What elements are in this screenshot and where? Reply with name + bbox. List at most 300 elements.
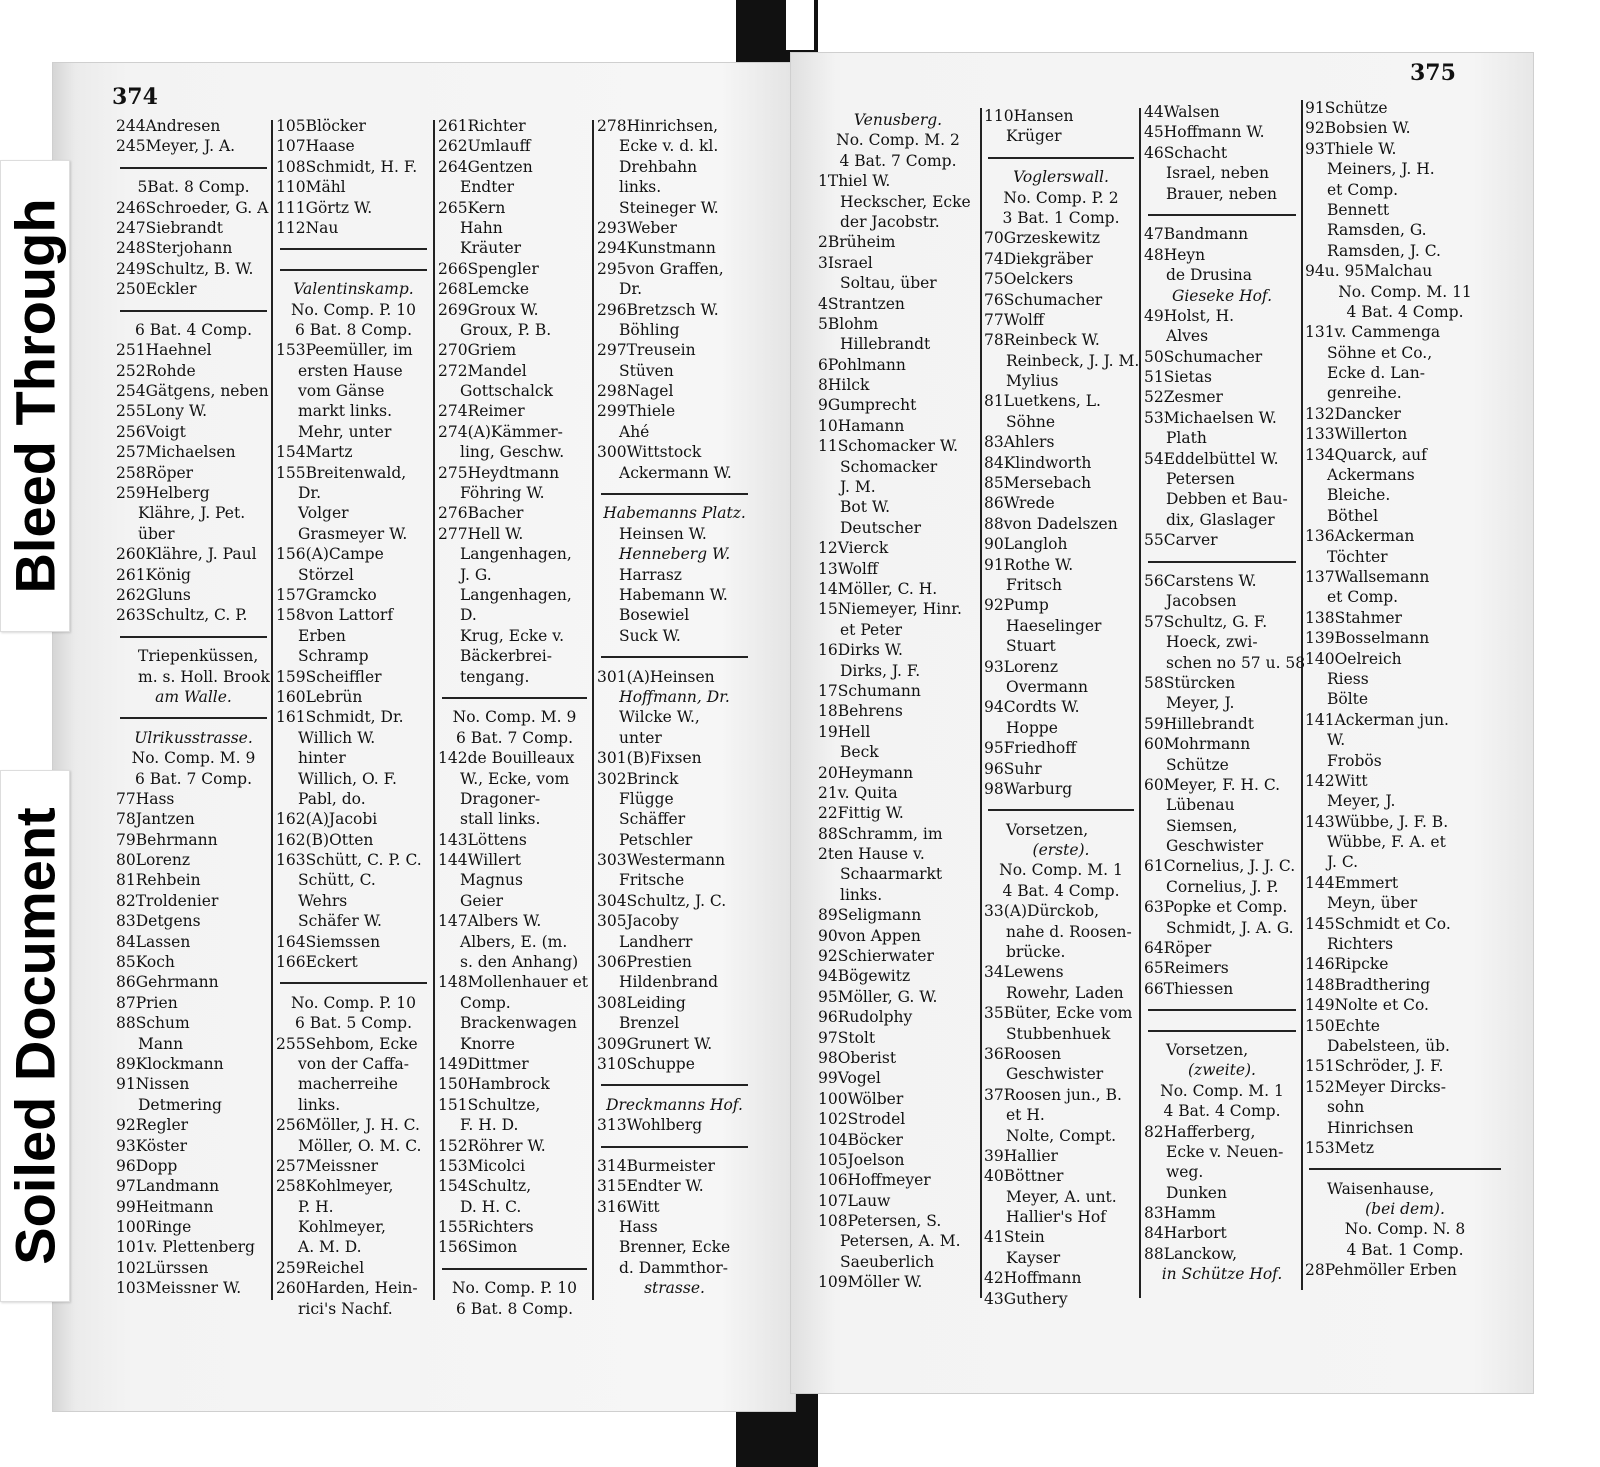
directory-line: 93Thiele W. [1305, 139, 1397, 158]
directory-line: No. Comp. P. 2 [1003, 188, 1119, 207]
directory-line: 63Popke et Comp. [1144, 898, 1288, 917]
directory-line: Hinrichsen [1327, 1118, 1414, 1137]
directory-line: 246Schroeder, G. A [116, 198, 269, 217]
directory-line: Geschwister [1006, 1065, 1104, 1084]
directory-line: Hahn [460, 218, 503, 237]
directory-line: Triepenküssen, [138, 647, 259, 666]
directory-line: 100Wölber [818, 1089, 904, 1108]
directory-line: et Comp. [1327, 180, 1399, 199]
directory-line: Störzel [298, 565, 354, 584]
directory-line: 70Grzeskewitz [984, 229, 1100, 248]
directory-line: Nolte, Compt. [1006, 1126, 1117, 1145]
directory-line: 254Gätgens, neben [116, 382, 269, 401]
directory-line: No. Comp. M. 9 [452, 708, 577, 727]
directory-line: 83Detgens [116, 912, 201, 931]
directory-line: 19Hell [818, 722, 871, 741]
directory-line: 18Behrens [818, 702, 903, 721]
directory-line: 90Langloh [984, 535, 1068, 554]
directory-line: P. H. [298, 1197, 334, 1216]
directory-line: 81Rehbein [116, 871, 201, 890]
directory-line: 148Mollenhauer et [438, 973, 588, 992]
directory-line: links. [840, 885, 883, 904]
directory-line: 52Zesmer [1144, 388, 1223, 407]
directory-line: 96Dopp [116, 1156, 178, 1175]
directory-line: 59Hillebrandt [1144, 714, 1254, 733]
directory-column-5 [818, 110, 978, 1300]
directory-line: 248Sterjohann [116, 239, 233, 258]
directory-line: Töchter [1327, 547, 1388, 566]
directory-line: Vorsetzen, [1006, 820, 1089, 839]
directory-line: Mylius [1006, 372, 1059, 391]
directory-line: 3 Bat. 1 Comp. [1002, 208, 1120, 227]
directory-line: 84Klindworth [984, 453, 1092, 472]
directory-column-6 [984, 106, 1140, 1308]
directory-line: ling, Geschw. [460, 443, 565, 462]
section-rule [276, 972, 431, 992]
directory-line: 93Lorenz [984, 657, 1059, 676]
directory-line: brücke. [1006, 943, 1066, 962]
directory-line: 6 Bat. 7 Comp. [455, 728, 574, 747]
directory-line: 110Hansen [984, 107, 1074, 125]
directory-line: 137Wallsemann [1305, 567, 1430, 586]
soiled-document-stamp [0, 770, 70, 1302]
directory-line: 43Guthery [984, 1289, 1068, 1308]
directory-line: 39Hallier [984, 1146, 1058, 1165]
directory-line: Steineger W. [619, 198, 719, 217]
directory-column-8 [1305, 98, 1505, 1288]
directory-line: No. Comp. P. 10 [451, 1279, 577, 1298]
directory-line: 150Hambrock [438, 1075, 550, 1094]
section-rule [597, 646, 752, 666]
directory-line: 54Eddelbüttel W. [1144, 449, 1279, 468]
directory-line: 96Suhr [984, 759, 1042, 778]
directory-line: 156Simon [438, 1238, 518, 1257]
directory-line: 266Spengler [438, 259, 539, 278]
directory-line: 151Schröder, J. F. [1305, 1057, 1444, 1076]
section-rule [597, 1074, 752, 1094]
directory-line: Mann [138, 1034, 184, 1053]
directory-line: Wilcke W., [619, 708, 700, 727]
directory-line: No. Comp. M. 1 [1160, 1081, 1284, 1100]
directory-line: Waisenhause, [1327, 1179, 1435, 1198]
directory-line: J. C. [1327, 853, 1359, 872]
section-rule [1144, 204, 1300, 224]
directory-line: Comp. [460, 993, 511, 1012]
directory-line: 308Leiding [597, 993, 686, 1012]
directory-line: Habemanns Platz. [603, 504, 746, 523]
directory-line: A. M. D. [298, 1238, 362, 1257]
directory-line: m. s. Holl. Brook [138, 667, 270, 686]
directory-line: (erste). [1032, 841, 1090, 860]
directory-column-3 [438, 116, 591, 1318]
directory-line: 99Heitmann [116, 1197, 214, 1216]
directory-line: 309Grunert W. [597, 1034, 713, 1053]
directory-line: Hoppe [1006, 718, 1058, 737]
directory-line: 88Schramm, im [818, 824, 943, 843]
directory-line: Saeuberlich [840, 1252, 935, 1271]
directory-line: 51Sietas [1144, 368, 1212, 387]
directory-line: (bei dem). [1365, 1200, 1445, 1219]
directory-line: 250Eckler [116, 280, 197, 299]
directory-line: 78Reinbeck W. [984, 331, 1100, 350]
directory-line: strasse. [644, 1279, 705, 1298]
directory-line: 161Schmidt, Dr. [276, 708, 404, 727]
directory-line: Ahé [619, 422, 650, 441]
directory-line: Detmering [138, 1095, 222, 1114]
directory-line: 4 Bat. 4 Comp. [1163, 1102, 1281, 1121]
directory-line: 78Jantzen [116, 810, 195, 829]
directory-line: tengang. [460, 667, 530, 686]
directory-line: Plath [1166, 429, 1207, 448]
directory-line: macherreihe [298, 1075, 398, 1094]
directory-line: 260Klähre, J. Paul [116, 545, 257, 564]
directory-line: 21v. Quita [818, 783, 898, 802]
column-separator [980, 108, 982, 1298]
directory-line: 150Echte [1305, 1016, 1380, 1035]
directory-line: Dr. [619, 280, 643, 299]
directory-line: Israel, neben [1166, 164, 1269, 183]
directory-line: 275Heydtmann [438, 463, 560, 482]
directory-line: Dr. [298, 484, 322, 503]
column-separator [271, 120, 273, 1300]
directory-line: 315Endter W. [597, 1177, 704, 1196]
directory-line: 159Scheiffler [276, 667, 382, 686]
directory-line: 5Bat. 8 Comp. [137, 178, 250, 197]
directory-line: Pabl, do. [298, 789, 366, 808]
directory-line: 86Gehrmann [116, 973, 219, 992]
directory-line: Bölte [1327, 690, 1369, 709]
directory-line: Rowehr, Laden [1006, 983, 1124, 1002]
directory-line: 299Thiele [597, 402, 676, 421]
directory-line: d. Dammthor- [619, 1258, 729, 1277]
directory-line: Knorre [460, 1034, 515, 1053]
directory-line: 79Behrmann [116, 830, 218, 849]
directory-line: Gieseke Hof. [1171, 286, 1273, 305]
directory-line: 77Wolff [984, 310, 1044, 329]
directory-line: 303Westermann [597, 851, 726, 870]
directory-line: Haeselinger [1006, 616, 1102, 635]
directory-line: 134Quarck, auf [1305, 445, 1427, 464]
directory-line: 3Israel [818, 253, 873, 272]
directory-line: schen no 57 u. 58 [1166, 653, 1306, 672]
directory-line: 139Bosselmann [1305, 629, 1430, 648]
directory-line: 256Voigt [116, 422, 186, 441]
directory-line: 89Klockmann [116, 1054, 224, 1073]
directory-line: No. Comp. M. 1 [999, 861, 1123, 880]
directory-line: Heckscher, Ecke [840, 192, 971, 211]
directory-line: 92Bobsien W. [1305, 119, 1411, 138]
section-rule [1144, 551, 1300, 571]
directory-column-7 [1144, 102, 1306, 1292]
directory-line: Kayser [1006, 1248, 1061, 1267]
directory-line: 269Groux W. [438, 300, 539, 319]
directory-line: 149Dittmer [438, 1054, 529, 1073]
directory-line: 6 Bat. 5 Comp. [294, 1014, 413, 1033]
directory-line: Meyn, über [1327, 894, 1418, 913]
directory-line: Schomacker [840, 457, 938, 476]
directory-line: 85Mersebach [984, 474, 1092, 493]
column-separator [1139, 108, 1141, 1298]
directory-line: weg. [1166, 1163, 1204, 1182]
directory-line: 144Willert [438, 851, 521, 870]
directory-line: 98Oberist [818, 1048, 897, 1067]
section-rule [597, 483, 752, 503]
directory-line: 6 Bat. 8 Comp. [294, 320, 413, 339]
directory-line: 92Regler [116, 1116, 189, 1135]
directory-line: 298Nagel [597, 382, 674, 401]
directory-line: 104Böcker [818, 1130, 903, 1149]
directory-line: 164Siemssen [276, 932, 381, 951]
directory-line: Lübenau [1166, 796, 1235, 815]
directory-line: Bennett [1327, 200, 1390, 219]
directory-line: Geier [460, 891, 504, 910]
directory-line: 141Ackerman jun. [1305, 710, 1449, 729]
directory-line: Krug, Ecke v. [460, 626, 565, 645]
directory-line: 2Brüheim [818, 233, 896, 252]
column-separator [1301, 100, 1303, 1290]
directory-line: Heinsen W. [619, 524, 707, 543]
directory-line: 49Holst, H. [1144, 306, 1235, 325]
directory-line: 112Nau [276, 218, 339, 237]
directory-line: 258Röper [116, 463, 194, 482]
directory-line: Overmann [1006, 677, 1088, 696]
directory-line: 272Mandel [438, 361, 527, 380]
directory-line: 106Hoffmeyer [818, 1171, 931, 1190]
directory-line: 85Koch [116, 953, 175, 972]
directory-line: 88Schum [116, 1014, 190, 1033]
directory-line: 95Möller, G. W. [818, 987, 938, 1006]
directory-line: 42Hoffmann [984, 1269, 1082, 1288]
directory-line: 258Kohlmeyer, [276, 1177, 394, 1196]
directory-line: Petersen, A. M. [840, 1232, 961, 1251]
directory-line: Meyer, A. unt. [1006, 1187, 1117, 1206]
directory-line: 257Michaelsen [116, 443, 236, 462]
directory-line: 252Rohde [116, 361, 196, 380]
directory-line: Bosewiel [619, 606, 690, 625]
section-rule [116, 300, 271, 320]
directory-line: Ecke v. d. kl. [619, 137, 719, 156]
directory-line: Jacobsen [1166, 592, 1237, 611]
directory-line: (zweite). [1188, 1061, 1256, 1080]
directory-line: 108Petersen, S. [818, 1212, 942, 1231]
directory-line: Magnus [460, 871, 523, 890]
section-rule [1305, 1158, 1505, 1178]
directory-line: 259Reichel [276, 1258, 365, 1277]
directory-line: Langenhagen, [460, 545, 572, 564]
directory-line: Willich, O. F. [298, 769, 397, 788]
directory-line: 60Meyer, F. H. C. [1144, 775, 1281, 794]
directory-line: Wehrs [298, 891, 348, 910]
directory-line: 166Eckert [276, 953, 358, 972]
directory-line: 2ten Hause v. [818, 845, 925, 864]
directory-line: et Comp. [1327, 588, 1399, 607]
directory-line: Siemsen, [1166, 816, 1238, 835]
directory-line: 152Röhrer W. [438, 1136, 546, 1155]
directory-line: 162(A)Jacobi [276, 810, 378, 829]
directory-line: Schütze [1166, 755, 1229, 774]
right-page-number: 375 [1410, 60, 1456, 86]
directory-line: 4 Bat. 4 Comp. [1346, 302, 1464, 321]
directory-line: über [138, 524, 175, 543]
directory-line: 6Pohlmann [818, 355, 906, 374]
section-rule [116, 157, 271, 177]
directory-line: Gottschalck [460, 382, 554, 401]
directory-line: 158von Lattorf [276, 606, 394, 625]
section-rule [438, 687, 591, 707]
directory-line: 64Röper [1144, 939, 1212, 958]
directory-line: 132Dancker [1305, 404, 1401, 423]
directory-line: 82Hafferberg, [1144, 1122, 1256, 1141]
directory-line: Fritsch [1006, 575, 1062, 594]
directory-line: 314Burmeister [597, 1156, 715, 1175]
directory-line: 296Bretzsch W. [597, 300, 719, 319]
directory-line: Stuart [1006, 637, 1056, 656]
directory-line: 45Hoffmann W. [1144, 123, 1265, 142]
directory-line: 142Witt [1305, 771, 1368, 790]
directory-line: Richters [1327, 935, 1394, 954]
directory-line: Bäckerbrei- [460, 647, 552, 666]
directory-line: Söhne et Co., [1327, 343, 1433, 362]
directory-line: 251Haehnel [116, 341, 212, 360]
directory-line: 61Cornelius, J. J. C. [1144, 857, 1296, 876]
directory-line: 47Bandmann [1144, 225, 1249, 244]
directory-line: W., Ecke, vom [460, 769, 570, 788]
directory-line: 6 Bat. 4 Comp. [134, 320, 253, 339]
directory-line: 5Blohm [818, 314, 879, 333]
directory-line: 50Schumacher [1144, 347, 1263, 366]
directory-line: 148Bradthering [1305, 975, 1431, 994]
directory-line: 255Sehbom, Ecke [276, 1034, 418, 1053]
directory-line: nahe d. Roosen- [1006, 922, 1132, 941]
directory-line: Stüven [619, 361, 674, 380]
directory-line: am Walle. [155, 687, 232, 706]
directory-line: 257Meissner [276, 1156, 379, 1175]
directory-line: Cornelius, J. P. [1166, 877, 1279, 896]
directory-line: vom Gänse [298, 382, 385, 401]
directory-line: 4 Bat. 4 Comp. [1002, 881, 1120, 900]
section-rule [116, 626, 271, 646]
directory-line: Ecke d. Lan- [1327, 364, 1426, 383]
directory-line: 44Walsen [1144, 103, 1220, 121]
directory-line: Frobös [1327, 751, 1382, 770]
directory-line: Ecke v. Neuen- [1166, 1142, 1284, 1161]
directory-line: 103Meissner W. [116, 1279, 242, 1298]
directory-line: 97Stolt [818, 1028, 876, 1047]
spine-gap [786, 0, 814, 50]
directory-column-1 [116, 116, 271, 1306]
directory-line: No. Comp. P. 10 [290, 300, 416, 319]
section-rule [984, 147, 1138, 167]
directory-line: No. Comp. P. 10 [290, 993, 416, 1012]
directory-line: 1Thiel W. [818, 172, 891, 191]
directory-line: 33(A)Dürckob, [984, 902, 1100, 921]
directory-line: 155Breitenwald, [276, 463, 407, 482]
section-rule [984, 799, 1138, 819]
directory-line: 277Hell W. [438, 524, 524, 543]
directory-line: ersten Hause [298, 361, 403, 380]
directory-line: 48Heyn [1144, 245, 1206, 264]
directory-line: Habemann W. [619, 585, 728, 604]
directory-line: 58Stürcken [1144, 673, 1236, 692]
directory-line: 91Schütze [1305, 99, 1388, 117]
directory-line: 304Schultz, J. C. [597, 891, 727, 910]
directory-line: 28Pehmöller Erben [1305, 1261, 1457, 1280]
directory-line: 92Schierwater [818, 947, 934, 966]
directory-line: 109Möller W. [818, 1273, 923, 1292]
directory-line: 264Gentzen [438, 157, 533, 176]
directory-line: 94Cordts W. [984, 698, 1080, 717]
directory-line: Schütt, C. [298, 871, 376, 890]
directory-line: rici's Nachf. [298, 1299, 393, 1318]
directory-line: 262Gluns [116, 585, 191, 604]
directory-line: 83Hamm [1144, 1204, 1216, 1223]
directory-line: 268Lemcke [438, 280, 529, 299]
column-separator [592, 120, 594, 1300]
directory-line: 293Weber [597, 218, 677, 237]
directory-line: 313Wohlberg [597, 1116, 703, 1135]
directory-line: 15Niemeyer, Hinr. [818, 600, 962, 619]
directory-line: 96Rudolphy [818, 1008, 913, 1027]
directory-line: 86Wrede [984, 494, 1055, 513]
directory-line: Dreckmanns Hof. [606, 1095, 743, 1114]
directory-line: Petschler [619, 830, 693, 849]
directory-line: Schaarmarkt [840, 865, 943, 884]
directory-line: 83Ahlers [984, 433, 1055, 452]
directory-line: 162(B)Otten [276, 830, 374, 849]
directory-line: Geschwister [1166, 837, 1264, 856]
directory-line: 60Mohrmann [1144, 735, 1251, 754]
directory-line: 95Friedhoff [984, 739, 1077, 758]
directory-line: Ackermans [1327, 466, 1415, 485]
directory-line: 145Schmidt et Co. [1305, 914, 1451, 933]
directory-line: 89Seligmann [818, 906, 922, 925]
directory-line: stall links. [460, 810, 541, 829]
directory-line: Wübbe, F. A. et [1327, 833, 1446, 852]
directory-line: 8Hilck [818, 376, 870, 395]
directory-line: Ulrikusstrasse. [134, 728, 253, 747]
directory-line: 265Kern [438, 198, 506, 217]
directory-line: Deutscher [840, 518, 922, 537]
directory-line: Reinbeck, J. J. M. [1006, 351, 1140, 370]
directory-line: 310Schuppe [597, 1054, 695, 1073]
directory-line: 153Micolci [438, 1156, 526, 1175]
directory-line: Fritsche [619, 871, 685, 890]
directory-line: 274Reimer [438, 402, 525, 421]
section-rule [597, 1136, 752, 1156]
directory-line: 147Albers W. [438, 912, 542, 931]
directory-line: 295von Graffen, [597, 259, 724, 278]
directory-line: Voglerswall. [1013, 168, 1109, 187]
directory-line: 142de Bouilleaux [438, 749, 575, 768]
directory-line: 105Joelson [818, 1150, 905, 1169]
directory-line: 6 Bat. 7 Comp. [134, 769, 253, 788]
directory-line: Groux, P. B. [460, 320, 552, 339]
directory-line: 66Thiessen [1144, 979, 1234, 998]
directory-line: 20Heymann [818, 763, 914, 782]
directory-line: 98Warburg [984, 779, 1073, 798]
directory-line: 94u. 95Malchau [1305, 262, 1433, 281]
directory-line: Suck W. [619, 626, 681, 645]
column-separator [433, 120, 435, 1300]
directory-line: et H. [1006, 1106, 1045, 1125]
directory-line: 88von Dadelszen [984, 514, 1118, 533]
directory-line: Debben et Bau- [1166, 490, 1288, 509]
directory-line: 41Stein [984, 1228, 1045, 1247]
directory-line: 270Griem [438, 341, 517, 360]
directory-line: 149Nolte et Co. [1305, 996, 1429, 1015]
directory-line: 55Carver [1144, 531, 1218, 550]
directory-line: 99Vogel [818, 1069, 881, 1088]
